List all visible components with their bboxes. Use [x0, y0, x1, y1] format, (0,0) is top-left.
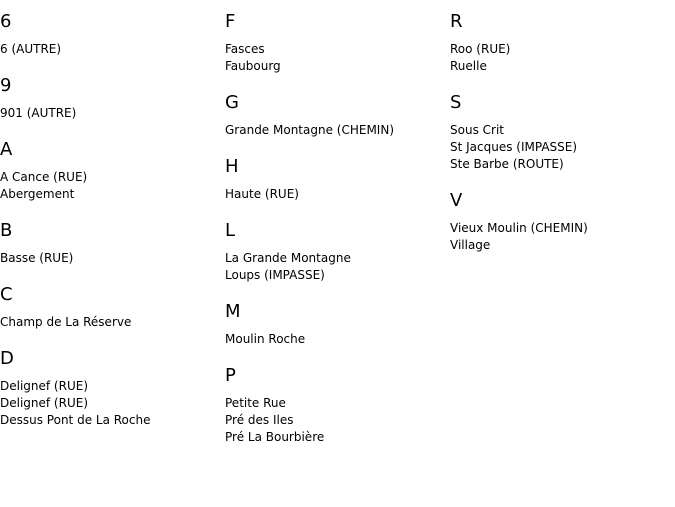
street-link[interactable]: Ruelle [450, 59, 487, 73]
letter-group [0, 64, 220, 128]
letter-heading: 9 [0, 75, 12, 96]
letter-group [225, 209, 445, 290]
street-link[interactable]: Champ de La Réserve [0, 315, 132, 329]
letter-heading: L [225, 220, 236, 241]
letter-group [225, 290, 445, 354]
letter-heading: R [450, 11, 463, 32]
letter-group [0, 128, 220, 209]
street-list [0, 41, 220, 58]
street-list [450, 220, 670, 254]
street-link[interactable]: Village [450, 238, 491, 252]
street-link[interactable]: Dessus Pont de La Roche [0, 413, 151, 427]
street-list [0, 378, 220, 429]
letter-group [225, 81, 445, 145]
street-link[interactable]: Fasces [225, 42, 265, 56]
group-spacer [0, 429, 220, 435]
letter-heading: C [0, 284, 13, 305]
street-list [450, 41, 670, 75]
street-link[interactable]: Roo (RUE) [450, 42, 511, 56]
letter-group [450, 81, 670, 179]
letter-heading: A [0, 139, 13, 160]
group-spacer [450, 254, 670, 260]
street-link[interactable]: 6 (AUTRE) [0, 42, 62, 56]
letter-group [225, 0, 445, 81]
group-spacer [225, 446, 445, 452]
street-list [0, 169, 220, 203]
street-list [0, 314, 220, 331]
street-link[interactable]: 901 (AUTRE) [0, 106, 77, 120]
street-list [450, 122, 670, 173]
street-link[interactable]: Faubourg [225, 59, 281, 73]
letter-heading: H [225, 156, 239, 177]
street-index-column-1 [0, 0, 220, 435]
street-link[interactable]: Delignef (RUE) [0, 396, 89, 410]
letter-group [0, 337, 220, 435]
street-list [225, 186, 445, 203]
street-link[interactable]: Ste Barbe (ROUTE) [450, 157, 564, 171]
street-list [225, 331, 445, 348]
street-link[interactable]: Moulin Roche [225, 332, 306, 346]
letter-heading: D [0, 348, 14, 369]
street-link[interactable]: A Cance (RUE) [0, 170, 88, 184]
street-link[interactable]: Pré des Iles [225, 413, 294, 427]
street-list [0, 105, 220, 122]
street-index-column-2 [225, 0, 445, 452]
letter-heading: F [225, 11, 236, 32]
letter-heading: P [225, 365, 236, 386]
letter-heading: 6 [0, 11, 12, 32]
street-link[interactable]: Haute (RUE) [225, 187, 299, 201]
street-link[interactable]: Vieux Moulin (CHEMIN) [450, 221, 588, 235]
street-list [0, 250, 220, 267]
street-link[interactable]: Pré La Bourbière [225, 430, 325, 444]
letter-group [450, 0, 670, 81]
letter-group [0, 273, 220, 337]
letter-heading: V [450, 190, 463, 211]
street-link[interactable]: Grande Montagne (CHEMIN) [225, 123, 395, 137]
letter-heading: B [0, 220, 13, 241]
street-link[interactable]: Abergement [0, 187, 75, 201]
letter-group [0, 209, 220, 273]
street-link[interactable]: Loups (IMPASSE) [225, 268, 325, 282]
street-link[interactable]: Sous Crit [450, 123, 504, 137]
street-list [225, 41, 445, 75]
letter-group [450, 179, 670, 260]
street-link[interactable]: Basse (RUE) [0, 251, 74, 265]
letter-heading: G [225, 92, 239, 113]
street-list [225, 395, 445, 446]
letter-heading: M [225, 301, 241, 322]
street-link[interactable]: Delignef (RUE) [0, 379, 89, 393]
street-index-column-3 [450, 0, 670, 260]
street-link[interactable]: La Grande Montagne [225, 251, 351, 265]
street-list [225, 122, 445, 139]
letter-group [225, 145, 445, 209]
letter-group [225, 354, 445, 452]
street-link[interactable]: Petite Rue [225, 396, 286, 410]
letter-heading: S [450, 92, 462, 113]
letter-group [0, 0, 220, 64]
street-list [225, 250, 445, 284]
street-link[interactable]: St Jacques (IMPASSE) [450, 140, 578, 154]
